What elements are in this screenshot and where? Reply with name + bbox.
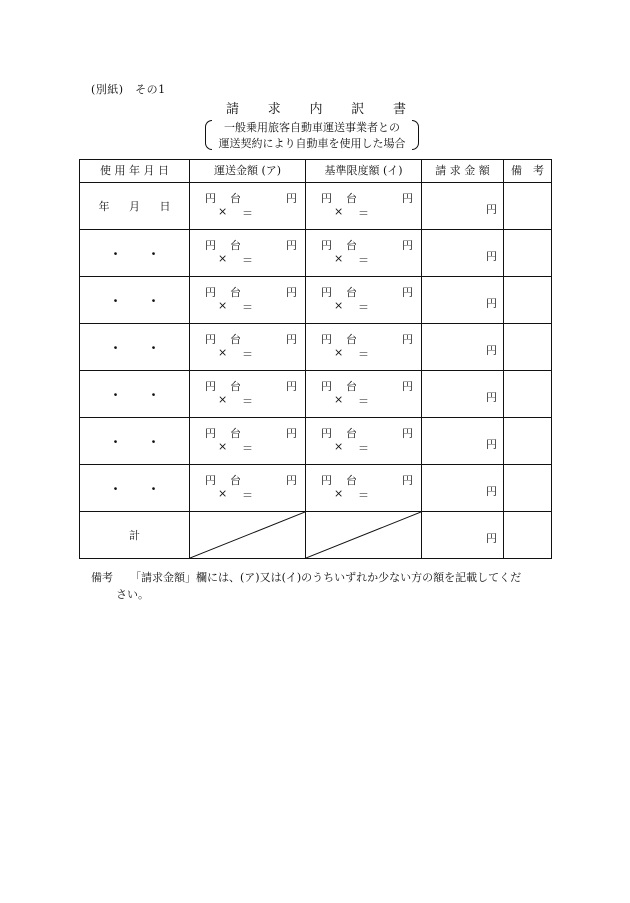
fare-amount-cell[interactable] (190, 465, 306, 512)
usage-date-cell[interactable] (80, 418, 190, 465)
equals-sign: ＝ (358, 489, 369, 502)
yen-label: 円 (321, 239, 332, 252)
yen-label: 円 (402, 333, 413, 346)
times-sign: × (334, 440, 344, 453)
remarks-note-line-1 (91, 569, 561, 586)
diagonal-strike (190, 512, 305, 558)
remarks-cell[interactable] (504, 183, 552, 230)
unit-label: 台 (230, 192, 241, 205)
claim-amount-cell[interactable] (422, 465, 504, 512)
table-row (80, 183, 552, 230)
dot-separator: ・ (147, 293, 160, 308)
claim-amount-cell[interactable] (422, 324, 504, 371)
equals-sign: ＝ (358, 301, 369, 314)
fare-amount-cell[interactable] (190, 371, 306, 418)
fare-amount-cell[interactable] (190, 418, 306, 465)
yen-label: 円 (486, 203, 497, 216)
times-sign: × (334, 252, 344, 265)
times-sign: × (334, 393, 344, 406)
yen-label: 円 (286, 239, 297, 252)
yen-label: 円 (321, 474, 332, 487)
times-sign: × (218, 393, 228, 406)
yen-label: 円 (486, 485, 497, 498)
times-sign: × (334, 205, 344, 218)
claim-amount-cell[interactable] (422, 418, 504, 465)
document-title (226, 98, 406, 117)
yen-label: 円 (321, 333, 332, 346)
dot-separator: ・ (109, 434, 122, 449)
remarks-note-line-2: さい。 (116, 588, 149, 601)
yen-label: 円 (402, 427, 413, 440)
title-char: 書 (392, 102, 406, 117)
yen-label: 円 (402, 380, 413, 393)
times-sign: × (218, 299, 228, 312)
table-row (80, 230, 552, 277)
year-label: 年 (98, 200, 110, 213)
dot-separator: ・ (147, 387, 160, 402)
yen-label: 円 (286, 380, 297, 393)
attachment-label: (別紙) その1 (91, 83, 166, 96)
yen-label: 円 (321, 192, 332, 205)
yen-label: 円 (486, 532, 497, 545)
header-usage-date: 使 用 年 月 日 (80, 160, 190, 183)
equals-sign: ＝ (242, 442, 253, 455)
fare-amount-cell[interactable] (190, 277, 306, 324)
yen-label: 円 (402, 474, 413, 487)
subtitle-line-1: 一般乗用旅客自動車運送事業者との (224, 121, 400, 134)
yen-label: 円 (402, 239, 413, 252)
remarks-note-text: 「請求金額」欄には、(ア)又は(イ)のうちいずれか少ない方の額を記載してくだ (130, 571, 522, 584)
dot-separator: ・ (147, 340, 160, 355)
standard-limit-cell[interactable] (306, 183, 422, 230)
usage-date-cell[interactable] (80, 324, 190, 371)
unit-label: 台 (230, 474, 241, 487)
usage-date-cell[interactable] (80, 465, 190, 512)
yen-label: 円 (486, 344, 497, 357)
equals-sign: ＝ (242, 207, 253, 220)
claim-amount-cell[interactable] (422, 183, 504, 230)
yen-label: 円 (321, 427, 332, 440)
header-row (80, 160, 552, 183)
remarks-cell[interactable] (504, 277, 552, 324)
usage-date-cell[interactable] (80, 230, 190, 277)
equals-sign: ＝ (358, 207, 369, 220)
yen-label: 円 (205, 192, 216, 205)
unit-label: 台 (346, 239, 357, 252)
month-label: 月 (129, 200, 140, 213)
dot-separator: ・ (147, 481, 160, 496)
unit-label: 台 (346, 474, 357, 487)
title-char: 求 (267, 102, 281, 117)
yen-label: 円 (486, 297, 497, 310)
left-bracket (205, 120, 212, 150)
yen-label: 円 (286, 286, 297, 299)
times-sign: × (218, 487, 228, 500)
dot-separator: ・ (109, 387, 122, 402)
yen-label: 円 (402, 192, 413, 205)
dot-separator: ・ (147, 246, 160, 261)
times-sign: × (218, 252, 228, 265)
claim-amount-cell[interactable] (422, 277, 504, 324)
unit-label: 台 (346, 333, 357, 346)
subtitle-line-2: 運送契約により自動車を使用した場合 (218, 137, 406, 150)
unit-label: 台 (230, 427, 241, 440)
title-char: 内 (309, 102, 323, 117)
table-row (80, 418, 552, 465)
yen-label: 円 (321, 286, 332, 299)
header-standard-limit: 基準限度額 (イ) (306, 160, 422, 183)
title-char: 請 (226, 102, 240, 117)
times-sign: × (334, 346, 344, 359)
claim-total-cell[interactable] (422, 512, 504, 559)
fare-amount-cell[interactable] (190, 324, 306, 371)
yen-label: 円 (286, 192, 297, 205)
fare-total-disabled-cell (190, 512, 306, 559)
unit-label: 台 (346, 192, 357, 205)
table-row (80, 324, 552, 371)
table-row (80, 465, 552, 512)
equals-sign: ＝ (242, 395, 253, 408)
right-bracket (412, 120, 419, 150)
equals-sign: ＝ (242, 301, 253, 314)
equals-sign: ＝ (358, 442, 369, 455)
usage-date-cell[interactable] (80, 183, 190, 230)
unit-label: 台 (346, 380, 357, 393)
document-subtitle (205, 119, 419, 153)
usage-date-cell[interactable] (80, 371, 190, 418)
yen-label: 円 (205, 333, 216, 346)
fare-amount-cell[interactable] (190, 183, 306, 230)
claim-amount-cell[interactable] (422, 371, 504, 418)
standard-limit-cell[interactable] (306, 465, 422, 512)
yen-label: 円 (205, 286, 216, 299)
table-row (80, 371, 552, 418)
yen-label: 円 (205, 427, 216, 440)
remarks-cell[interactable] (504, 418, 552, 465)
remarks-note-label: 備考 (91, 571, 113, 584)
standard-limit-cell[interactable] (306, 418, 422, 465)
yen-label: 円 (205, 380, 216, 393)
fare-amount-cell[interactable] (190, 230, 306, 277)
equals-sign: ＝ (242, 254, 253, 267)
yen-label: 円 (286, 333, 297, 346)
yen-label: 円 (205, 474, 216, 487)
unit-label: 台 (346, 286, 357, 299)
equals-sign: ＝ (358, 395, 369, 408)
times-sign: × (218, 205, 228, 218)
header-fare-amount: 運送金額 (ア) (190, 160, 306, 183)
yen-label: 円 (286, 474, 297, 487)
times-sign: × (334, 299, 344, 312)
unit-label: 台 (230, 286, 241, 299)
header-remarks: 備 考 (504, 160, 552, 183)
standard-limit-cell[interactable] (306, 277, 422, 324)
times-sign: × (218, 346, 228, 359)
yen-label: 円 (205, 239, 216, 252)
equals-sign: ＝ (242, 348, 253, 361)
unit-label: 台 (346, 427, 357, 440)
equals-sign: ＝ (242, 489, 253, 502)
usage-date-cell[interactable] (80, 277, 190, 324)
dot-separator: ・ (109, 246, 122, 261)
unit-label: 台 (230, 239, 241, 252)
dot-separator: ・ (147, 434, 160, 449)
yen-label: 円 (486, 391, 497, 404)
claim-amount-cell[interactable] (422, 230, 504, 277)
unit-label: 台 (230, 333, 241, 346)
times-sign: × (334, 487, 344, 500)
dot-separator: ・ (109, 293, 122, 308)
table-row (80, 277, 552, 324)
day-label: 日 (159, 200, 171, 213)
remarks-total-cell[interactable] (504, 512, 552, 559)
standard-limit-cell[interactable] (306, 371, 422, 418)
yen-label: 円 (321, 380, 332, 393)
diagonal-strike (306, 512, 421, 558)
yen-label: 円 (402, 286, 413, 299)
limit-total-disabled-cell (306, 512, 422, 559)
yen-label: 円 (286, 427, 297, 440)
unit-label: 台 (230, 380, 241, 393)
times-sign: × (218, 440, 228, 453)
standard-limit-cell[interactable] (306, 324, 422, 371)
equals-sign: ＝ (358, 348, 369, 361)
remarks-note (91, 569, 561, 603)
remarks-cell[interactable] (504, 371, 552, 418)
remarks-cell[interactable] (504, 324, 552, 371)
equals-sign: ＝ (358, 254, 369, 267)
yen-label: 円 (486, 438, 497, 451)
total-row (80, 512, 552, 559)
total-label: 計 (80, 512, 190, 559)
dot-separator: ・ (109, 340, 122, 355)
dot-separator: ・ (109, 481, 122, 496)
remarks-cell[interactable] (504, 230, 552, 277)
header-claim-amount: 請 求 金 額 (422, 160, 504, 183)
title-char: 訳 (351, 102, 365, 117)
remarks-cell[interactable] (504, 465, 552, 512)
claim-breakdown-table (79, 159, 552, 559)
yen-label: 円 (486, 250, 497, 263)
standard-limit-cell[interactable] (306, 230, 422, 277)
